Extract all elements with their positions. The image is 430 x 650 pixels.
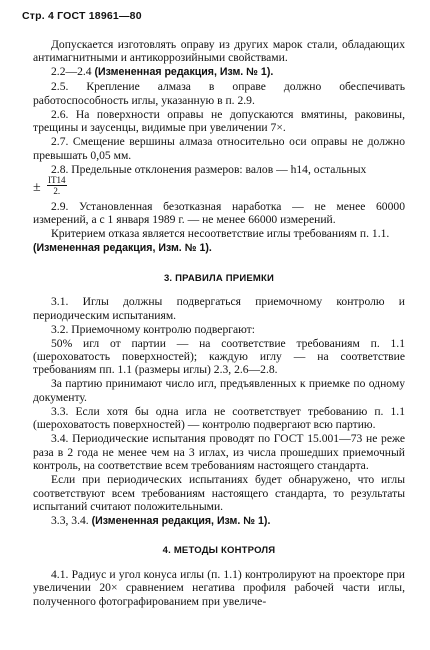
paragraph-amendment [33, 65, 405, 79]
paragraph: 2.9. Установленная безотказная наработка — не менее 60000 измерений, а с 1 января 1989 г. — не менее 66000 измерений. [33, 200, 405, 227]
paragraph-amendment [33, 514, 405, 528]
amendment-note: (Измененная редакция, Изм. № 1). [94, 66, 274, 79]
paragraph: 50% игл от партии — на соответствие требованиям п. 1.1 (шероховатость поверхностей); каждую иглу — на соответствие требованиям пп. 1.1 (размеры иглы) 2.3, 2.6—2.8. [33, 336, 405, 377]
paragraph: 3.1. Иглы должны подвергаться приемочному контролю и периодическим испытаниям. [33, 295, 405, 322]
clause-numbers: 3.3, 3.4. [51, 513, 89, 527]
amendment-note: (Измененная редакция, Изм. № 1). [91, 514, 271, 527]
amendment-note: (Измененная редакция, Изм. № 1). [33, 242, 212, 255]
paragraph: Если при периодических испытаниях будет обнаружено, что иглы соответствуют всем требованиям настоящего стандарта, то результаты испытаний считают положительными. [33, 473, 405, 513]
paragraph: 4.1. Радиус и угол конуса иглы (п. 1.1) контролируют на проекторе при увеличении 20× сравнением негатива профиля рабочей части иглы, полученного фотографированием при увеличе- [33, 567, 405, 608]
denominator-value: 2 [53, 186, 58, 197]
paragraph: 2.6. На поверхности оправы не допускаются вмятины, раковины, трещины и заусенцы, видимые при увеличении 7×. [33, 107, 405, 135]
paragraph: 3.2. Приемочному контролю подвергают: [51, 322, 255, 336]
paragraph: Допускается изготовлять оправу из других марок стали, обладающих антимагнитными и антикоррозийными свойствами. [33, 38, 405, 65]
paragraph: 2.5. Крепление алмаза в оправе должно обеспечивать работоспособность иглы, указанную в п. 2.9. [33, 80, 405, 107]
paragraph: 3.4. Периодические испытания проводят по ГОСТ 15.001—73 не реже раза в 2 года не менее чем на 3 иглах, из числа прошедших приемочный контроль, на соответствие всем требованиям настоящего стандарта. [33, 432, 405, 473]
document-body [33, 38, 405, 608]
fraction-denominator [47, 186, 67, 196]
fraction-numerator: IT14 [48, 175, 66, 186]
paragraph: 2.8. Предельные отклонения размеров: валов — h14, остальных [51, 162, 367, 176]
fraction [47, 175, 67, 196]
paragraph-amendment [33, 241, 405, 255]
section-title: 4. МЕТОДЫ КОНТРОЛЯ [162, 545, 276, 557]
paragraph: 3.3. Если хотя бы одна игла не соответствует требованию п. 1.1 (шероховатость поверхностей) — контролю подвергают всю партию. [33, 404, 405, 432]
section-title: 3. ПРАВИЛА ПРИЕМКИ [163, 272, 275, 284]
paragraph: Критерием отказа является несоответствие иглы требованиям п. 1.1. [51, 227, 390, 241]
paragraph: 2.7. Смещение вершины алмаза относительно оси оправы не должно превышать 0,05 мм. [33, 135, 405, 162]
page-header: Стр. 4 ГОСТ 18961—80 [22, 10, 142, 22]
paragraph: За партию принимают число игл, предъявленных к приемке по одному документу. [33, 377, 405, 404]
plus-minus-sign: ± [33, 180, 41, 196]
clause-numbers: 2.2—2.4 [51, 65, 92, 79]
tolerance-formula [33, 176, 405, 200]
period: . [57, 186, 61, 197]
